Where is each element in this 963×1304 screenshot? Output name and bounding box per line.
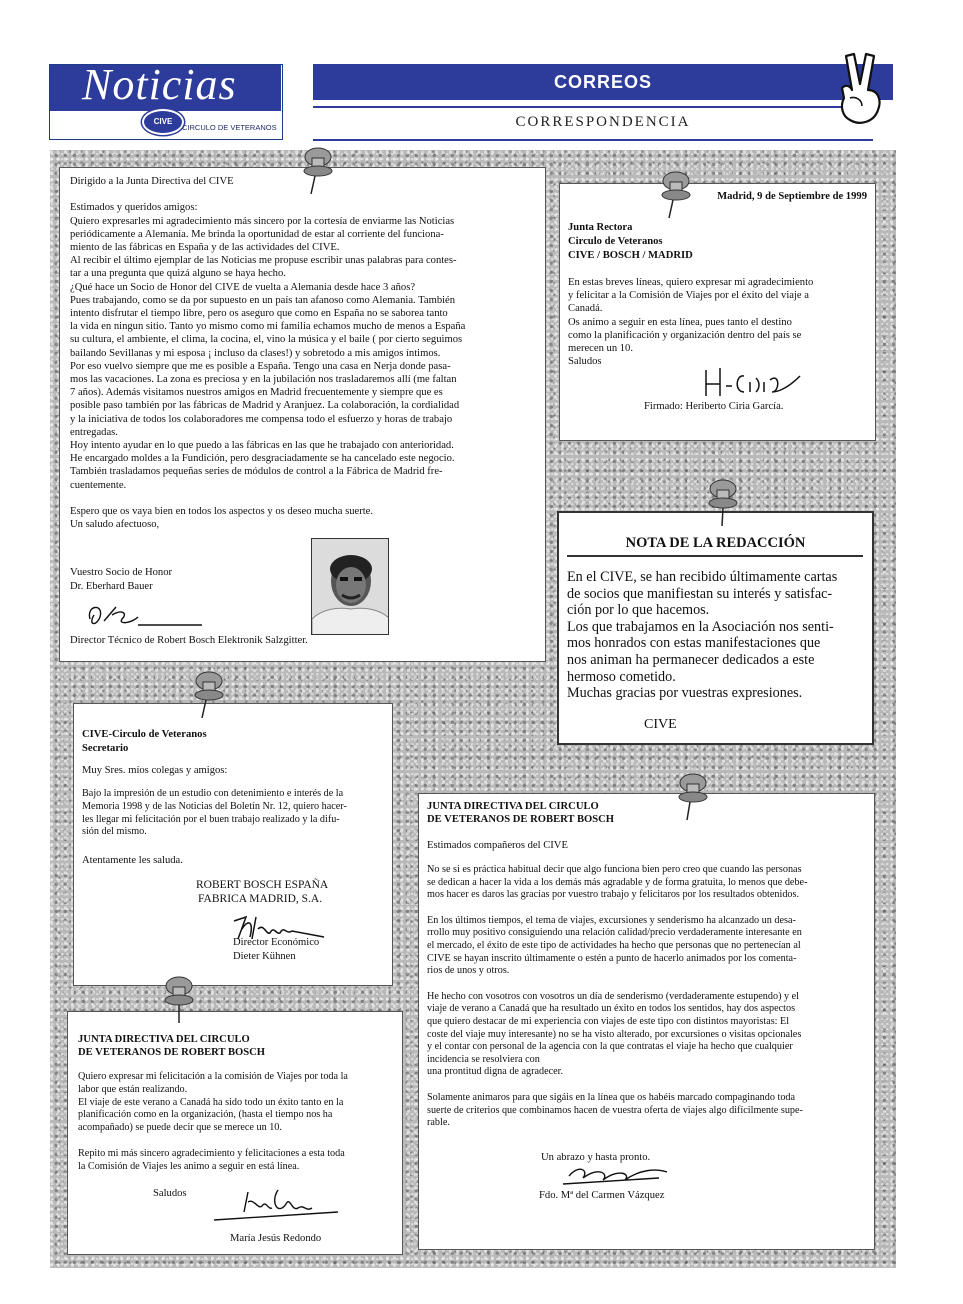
sign-name: Fdo. Mª del Carmen Vázquez [539,1190,665,1201]
recipient-line-1: JUNTA DIRECTIVA DEL CIRCULO [78,1034,250,1045]
text-line: intento disfrutar el tiempo libre, pero os aseguro que como en España no se saborea tanto [70,308,448,320]
text-line: su cultura, el ambiente, el clima, la cocina, el, vino la música y el baile ( por cierto seguimos [70,334,463,346]
pushpin-icon [706,478,740,528]
logo-subtitle: CIRCULO DE VETERANOS [182,123,277,132]
sign-role: Director Económico [233,937,320,948]
text-line: Muchas gracias por vuestras expresiones. [567,685,803,702]
text-line: y la iniciativa de todos los colaboradores me compensa todo el esfuerzo y horas de trabajo [70,413,453,425]
text-line: les llegar mi felicitación por el buen trabajo realizado y la difu- [82,813,340,825]
portrait-photo [311,538,389,635]
text-line: acompañado) se puede decir que se merece un 10. [78,1122,282,1134]
text-line: coste del viaje muy interesante) no se ha visto alterado, por excursiones o visitas opcionales [427,1028,802,1040]
pushpin-icon [301,146,335,196]
paragraph [427,864,872,902]
text-line: bailando Sevillanas y mi esposa ¡ incluso da clases!) y sobretodo a mis amigos íntimos. [70,347,441,359]
pushpin-icon [676,772,710,822]
recipient-line-2: DE VETERANOS DE ROBERT BOSCH [78,1047,266,1058]
recipient-line-3: CIVE / BOSCH / MADRID [568,250,693,261]
pushpin-icon [659,170,693,220]
cive-badge: CIVE [142,109,184,135]
text-line: sión del mismo. [82,826,147,838]
text-line: cuentemente. [70,479,127,491]
section-subtitle: CORRESPONDENCIA [515,114,691,130]
logo-title: Noticias [82,60,237,109]
text-line: y el contar con personal de la agencia con la que contratas el viaje ha hecho que cualquier [427,1041,793,1053]
text-line: viaje de verano a Canadá que ha resultado un éxito en todos los sentidos, hay dos aspectos [427,1003,796,1015]
salute: Un abrazo y hasta pronto. [541,1152,651,1163]
signature-vazquez [559,1156,679,1190]
text-line: Por eso vuelvo siempre que me es posible a España. Tengo una casa en Nerja donde pasa- [70,360,451,372]
letter-bauer [59,167,546,662]
text-line: Quiero expresar mi felicitación a la comisión de Viajes por toda la [78,1071,348,1082]
text-line: ción por lo que hacemos. [567,602,710,619]
text-line: incidencia se resolviera con [427,1053,540,1065]
text-line: Un saludo afectuoso, [70,519,160,531]
text-line [70,492,540,505]
text-line: como la planificación y organización dentro del país se [568,329,802,341]
text-line: de socios que manifiestan su interés y satisfac- [567,585,833,602]
text-line: hermoso cometido. [567,668,676,685]
text-line: No se si es práctica habitual decir que algo funciona bien pero creo que cuando las personas [427,864,802,875]
text-line: Pues trabajando, como se da por supuesto en un país tan afanoso como Alemania. También [70,294,456,306]
letter-redondo-body-2 [78,1148,400,1174]
closing-line-2: Dr. Eberhard Bauer [70,581,153,592]
greeting: Estimados compañeros del CIVE [427,840,568,851]
pushpin-icon [192,670,226,720]
text-line: Hoy intento ayudar en lo que puedo a las fábricas en las que he trabajado con anterioridad. [70,440,454,452]
text-line: rios de unos y otros. [427,965,510,977]
text-line: Memoria 1998 y de las Noticias del Boletín Nr. 12, quiero hacer- [82,800,347,812]
text-line: Quiero expresarles mi agradecimiento más sincero por la cortesía de enviarme las Noticias [70,215,455,227]
text-line: En los últimos tiempos, el tema de viajes, excursiones y senderismo ha alcanzado un desa- [427,914,796,926]
editorial-note-title: NOTA DE LA REDACCIÓN [625,535,806,551]
paragraph [427,991,872,1079]
text-line: el mercado, el éxito de este tipo de actividades ha hecho que personas que no pertenecían al [427,939,801,951]
sign-name: María Jesús Redondo [230,1233,322,1244]
text-line: He encargado moldes a la Fundición, pero desgraciadamente se ha cancelado este negocio. [70,453,455,465]
text-line: posible paso también por las fábricas de Madrid y Aranjuez. La colaboración, la cordialidad [70,400,460,412]
text-line: y felicitar a la Comisión de Viajes por el éxito del viaje a [568,290,809,302]
text-line: En estas breves líneas, quiero expresar mi agradecimiento [568,277,814,288]
text-line: nos animan ha permanecer dedicados a este [567,651,815,668]
text-line: una prontitud digna de agradecer. [427,1066,564,1078]
text-line: En el CIVE, se han recibido últimamente cartas [567,569,838,585]
sign-name: Dieter Kühnen [233,951,296,962]
text-line: miento de las fábricas en España y de las actividades del CIVE. [70,242,340,254]
recipient-line-1: JUNTA DIRECTIVA DEL CIRCULO [427,801,599,812]
text-line: planificación como en la organización, (hasta el tiempo nos ha [78,1109,333,1121]
text-line: labor que están realizando. [78,1083,188,1095]
text-line: mos hacer es daros las gracias por vuestro trabajo y felicitaros por los resultados obtenidos. [427,889,800,901]
signature-ciria [700,362,820,402]
editorial-note-sign: CIVE [644,717,677,732]
logo-band [50,60,281,111]
letter-kuhnen [73,703,393,986]
editorial-note [557,511,874,745]
letter-date: Madrid, 9 de Septiembre de 1999 [717,191,867,202]
paragraph [427,915,872,978]
victory-hand-icon [832,50,892,130]
recipient-line-2: DE VETERANOS DE ROBERT BOSCH [427,814,615,825]
letter-kuhnen-body [82,788,392,839]
noticias-logo [49,60,283,140]
text-line: la Comisión de Viajes les animo a seguir en está línea. [78,1160,300,1172]
signature-bauer [82,595,212,635]
text-line: Canadá. [568,303,603,315]
text-line: periódicamente a Alemania. Me brinda la oportunidad de estar al corriente del funciona- [70,228,444,240]
section-divider-bottom [313,139,873,141]
text-line: CIVE se hayan inscrito últimamente o estén a punto de hacerlo animados por los comenta- [427,952,797,964]
text-line: mos honrados con estas manifestaciones que [567,635,821,652]
text-line: 7 años). Además visitamos nuestros amigos en Madrid frecuentemente y siempre que es [70,387,443,399]
text-line: ¿Qué hace un Socio de Honor del CIVE de vuelta a Alemania desde hace 3 años? [70,281,416,293]
pushpin-icon [162,975,196,1025]
recipient-line-2: Secretario [82,743,129,754]
closing-line-3: Director Técnico de Robert Bosch Elektronik Salzgitter. [70,635,308,646]
recipient-line-1: Junta Rectora [568,222,633,233]
text-line: mos las vacaciones. La zona es preciosa y en la jubilación nos trasladaremos allí (me faltan [70,374,457,386]
text-line: He hecho con vosotros con vosotros un día de senderismo (verdaderamente estupendo) y el [427,990,800,1002]
salute: Atentamente les saluda. [82,855,183,866]
letter-vazquez [418,793,875,1250]
text-line: que quiero destacar de mi experiencia con viajes de este tipo con distintos mayoristas: El [427,1015,790,1027]
text-line: suerte de criterios que combinamos hacen de vuestra oferta de viajes algo difícilmente supe- [427,1104,803,1116]
text-line: rable. [427,1117,450,1129]
text-line: También trasladamos pequeñas series de módulos de control a la Fábrica de Madrid fre- [70,466,443,478]
text-line: rrollo muy positivo consiguiendo una relación calidad/precio verdaderamente interesante en [427,927,802,939]
text-line: Dirigido a la Junta Directiva del CIVE [70,176,234,187]
text-line: Saludos [568,356,602,368]
text-line: Los que trabajamos en la Asociación nos senti- [567,618,834,635]
recipient-line-1: CIVE-Circulo de Veteranos [82,729,207,740]
recipient-line-2: Circulo de Veteranos [568,236,663,247]
company-line-2: FABRICA MADRID, S.A. [198,893,323,905]
text-line: entregadas. [70,426,118,438]
text-line: merecen un 10. [568,343,634,355]
company-line-1: ROBERT BOSCH ESPAÑA [196,879,329,891]
letter-bauer-body [70,175,540,531]
editorial-note-body [567,569,872,702]
text-line: Repito mi más sincero agradecimiento y felicitaciones a esta toda [78,1148,345,1159]
signature-redondo [208,1182,348,1226]
salute: Saludos [153,1188,187,1199]
text-line: tar a una pregunta que quizá alguno se haya hecho. [70,268,286,280]
letter-ciria-body [568,276,873,368]
signed-by: Firmado: Heriberto Ciria García. [644,401,784,412]
greeting: Muy Sres. míos colegas y amigos: [82,765,228,776]
text-line: El viaje de este verano a Canadá ha sido todo un éxito tanto en la [78,1096,344,1108]
text-line: se dedican a hacer la vida a los demás más agradable y de forma gratuita, lo menos que debe- [427,876,808,888]
closing-line-1: Vuestro Socio de Honor [70,567,173,578]
text-line: Estimados y queridos amigos: [70,202,198,214]
text-line: Espero que os vaya bien en todos los aspectos y os deseo mucha suerte. [70,506,374,518]
text-line: Solamente animaros para que sigáis en la línea que os habéis marcado compaginando toda [427,1091,796,1103]
letter-redondo-body [78,1071,400,1135]
letter-redondo [67,1011,403,1255]
section-divider-top [313,106,873,108]
editorial-divider [567,555,863,557]
letter-ciria [559,183,876,441]
paragraph [427,1092,872,1130]
text-line: Al recibir el último ejemplar de las Noticias me propuse escribir unas palabras para contes- [70,255,457,267]
section-title: CORREOS [313,64,893,100]
text-line: Os animo a seguir en esta línea, pues tanto el destino [568,316,792,328]
letter-vazquez-body [427,864,872,1143]
text-line: Bajo la impresión de un estudio con detenimiento e interés de la [82,788,344,799]
text-line: la vida en ningun sitio. Tanto yo mismo como mi familia echamos mucho de menos a España [70,321,466,333]
